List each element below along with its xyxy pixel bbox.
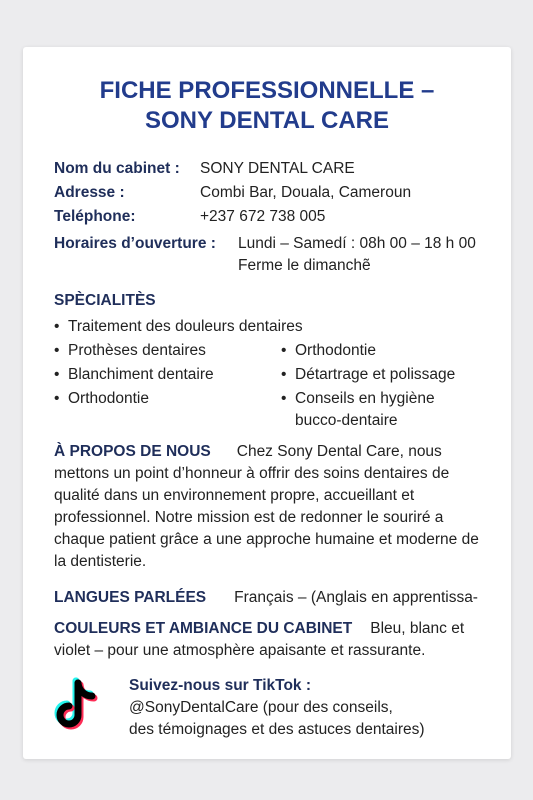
phone-value: +237 672 738 005 (200, 208, 326, 225)
ambiance-section (54, 618, 494, 662)
list-item: • Orthodontie (281, 340, 376, 362)
list-item: • Conseils en hygiène (281, 388, 435, 410)
tiktok-line-2: des témoignages et des astuces dentaires) (129, 721, 425, 738)
list-item: • Prothèses dentaires (54, 340, 206, 362)
bullet-dot: • (281, 366, 287, 383)
address-label: Adresse : (54, 184, 125, 201)
name-label: Nom du cabinet : (54, 160, 180, 177)
hours-label: Horaires d’ouverture : (54, 235, 216, 252)
list-item: • Orthodontie (54, 388, 149, 410)
ambiance-heading: COULEURS ET AMBIANCE DU CABINET (54, 620, 353, 637)
tiktok-line-1: @SonyDentalCare (pour des conseils, (129, 699, 393, 716)
phone-label: Teléphone: (54, 208, 136, 225)
about-text: Chez Sony Dental Care, nous mettons un point d’honneur à offrir des soins dentaires de qualité dans un environnement propre, accueillant et professionnel. Notre mission est de redonner le souriré a chaque patient grâce a une approche humaine et moderne de la dentisterie. (54, 443, 479, 570)
bullet-dot: • (54, 318, 60, 335)
bullet-dot: • (281, 390, 287, 407)
bullet-dot: • (281, 342, 287, 359)
list-item-continuation: bucco-dentaire (295, 412, 398, 429)
tiktok-section (129, 675, 425, 741)
specialties-heading: SPÈCIALITÈS (54, 292, 156, 309)
list-item: • Blanchiment dentaire (54, 364, 214, 386)
title-line-1: FICHE PROFESSIONNELLE – (99, 77, 435, 104)
list-item: • Détartrage et polissage (281, 364, 455, 386)
languages-heading: LANGUES PARLÉES (54, 589, 207, 606)
name-value: SONY DENTAL CARE (200, 160, 355, 177)
tiktok-logo-icon (54, 675, 110, 735)
tiktok-heading: Suivez-nous sur TikTok : (129, 677, 312, 694)
about-heading: À PROPOS DE NOUS (54, 443, 211, 460)
hours-value-1: Lundi – Samedí : 08h 00 – 18 h 00 (238, 235, 476, 252)
page-title (23, 76, 511, 136)
bullet-dot: • (54, 366, 60, 383)
languages-section (54, 587, 494, 609)
bullet-dot: • (54, 390, 60, 407)
hours-value-2: Ferme le dimanchẽ (238, 257, 371, 274)
languages-text: Français – (Anglais en apprentissa- (234, 589, 478, 606)
address-value: Combi Bar, Douala, Cameroun (200, 184, 412, 201)
title-line-2: SONY DENTAL CARE (144, 107, 390, 134)
about-section (54, 441, 494, 573)
bullet-dot: • (54, 342, 60, 359)
list-item: • Traitement des douleurs dentaires (54, 316, 303, 338)
profile-card (23, 47, 511, 759)
ambiance-text: Bleu, blanc et violet – pour une atmosphère apaisante et rassurante. (54, 620, 465, 659)
